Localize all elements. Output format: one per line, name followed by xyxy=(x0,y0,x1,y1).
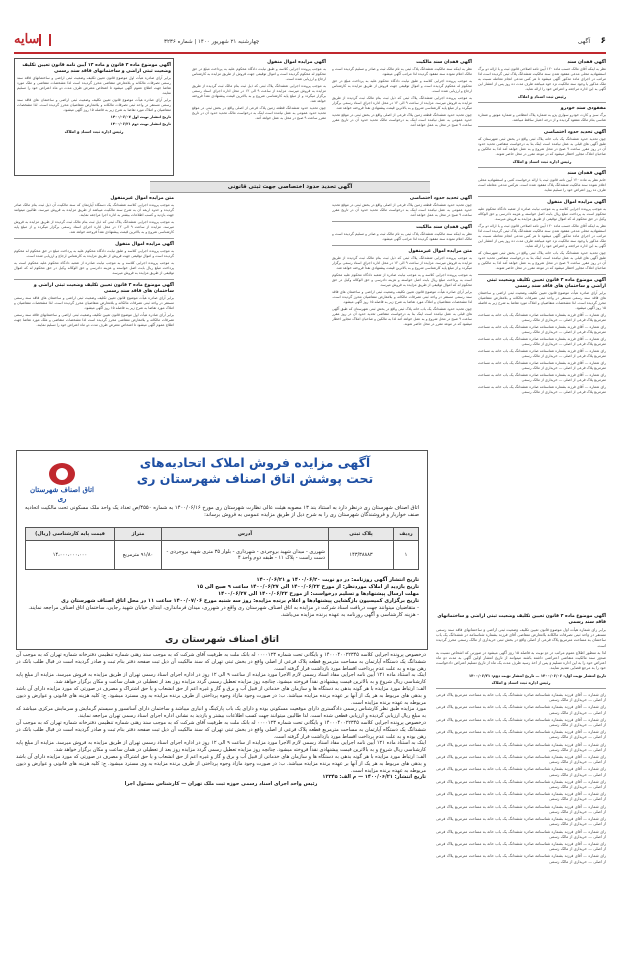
table-header-row xyxy=(26,528,419,541)
logo-text: سایه xyxy=(14,32,40,47)
list-item: رای شماره — آقای فرزند بشماره شناسنامه صادره ششدانگ یک باب خانه به مساحت مترمربع پلاک فرعی از اصلی — خریداری از مالک رسمی xyxy=(436,729,606,740)
table-row xyxy=(26,541,419,570)
ad-signature: رئیس اداره ثبت اسناد و املاک xyxy=(491,679,551,685)
issue-line: چهارشنبه ۲۱ شهریور ۱۴۰۰ | شماره ۳۲۳۶ xyxy=(164,39,260,45)
ad-body: اینک به استناد ماده ۱۲۱ آیین نامه اجرایی مفاد اسناد رسمی لازم الاجرا مورد مزایده از ساعت ۹ الی ۱۲ روز در اداره اجرای اسناد رسمی تهران از طریق مزایده به فروش میرسد. مزایده از مبلغ پایه کارشناسی ریال شروع و به بالاترین قیمت پیشنهادی نقداً فروخته میشود. چنانچه روز مزایده تعطیل رسمی گردد مزایده روز بعد از تعطیلی در همان ساعت و مکان برگزار خواهد شد. xyxy=(16,740,426,754)
ad-body: مورد مزایده طبق نظر کارشناس رسمی دادگستری دارای موقعیت مسکونی بوده و دارای یک باب پارکینگ و انباری میباشد و ساختمان دارای آسانسور و سیستم گرمایش و سرمایش مرکزی میباشد که به مبلغ ریال ارزیابی گردیده و ارزیابی قطعی شده است. لذا طالبین میتوانند جهت کسب اطلاعات بیشتر و بازدید به نشانی اداره اجرای اسناد رسمی تهران مراجعه نمایند. xyxy=(16,706,426,720)
ad-heading: آگهی فقدان سند xyxy=(567,60,606,65)
list-item: رای شماره — آقای فرزند بشماره شناسنامه صادره ششدانگ یک باب خانه به مساحت مترمربع پلاک فرعی از اصلی — خریداری از مالک رسمی xyxy=(478,349,606,358)
ad-body: برابر آرای صادره هیأت موضوع قانون تعیین تکلیف وضعیت ثبتی اراضی و ساختمان های فاقد سند رسمی مستقر در واحد ثبتی تصرفات مالکانه و بلامعارض متقاضیان محرز گردیده است. لذا مشخصات متقاضیان و املاک مورد تقاضا به شرح زیر به فاصله ۱۵ روز آگهی میشود. xyxy=(14,296,174,310)
cell-price: ۱۴،۰۰۰،۰۰۰،۰۰۰ xyxy=(26,541,115,570)
ad-body: الف: ارتباط مورد مزایده با هر گونه بدهی به دستگاه ها و سازمان های خدماتی از قبیل آب و برق و گاز و غیره اعم از حق انشعاب و یا حق اشتراک و مصرف در صورتی که مورد مزایده دارای آن باشد و بدهی های مربوط به هر یک از آنها بر عهده برنده مزایده میباشد. ب: در صورت وجود مازاد وجوه پرداختی از طرف برنده مزایده به وی مسترد میشود. ج: کلیه هزینه های قانونی و عوارض و دیون مربوطه به عهده برنده مزایده است. xyxy=(16,685,426,706)
ad-heading: آگهی فقدان سند مالکیت xyxy=(416,60,472,65)
list-item: رای شماره — آقای فرزند بشماره شناسنامه صادره ششدانگ یک باب خانه به مساحت مترمربع پلاک فرعی از اصلی — خریداری از مالک رسمی xyxy=(436,741,606,752)
list-item: رای شماره — آقای فرزند بشماره شناسنامه صادره ششدانگ یک باب خانه به مساحت مترمربع پلاک فرعی از اصلی — خریداری از مالک رسمی xyxy=(436,692,606,703)
publish-date: تاریخ انتشار نوبت اول: ۱۴۰۰/۰۶/۰۶ — تاریخ انتشار نوبت دوم: ۱۴۰۰/۰۶/۲۱ xyxy=(468,672,606,678)
brand-name: اتاق اصناف شهرستان ری xyxy=(30,485,94,503)
ad-body: نظر به اینکه آقای مالک حسب ماده ۱۲۰ آیین نامه اصلاحی قانون ثبت و با ارائه دو برگ استشهادیه محلی مدعی مفقود شدن سند مالکیت ششدانگ پلاک ثبتی گردیده است لذا مراتب در اجرای ماده مذکور آگهی میشود تا هر کس مدعی انجام معامله نسبت به ملک مذکور یا وجود سند مالکیت نزد خود میباشد ظرف مدت ده روز پس از انتشار این آگهی به این اداره مراجعه و اعتراض خود را ارائه نماید. xyxy=(478,67,606,91)
column-mid-left-top xyxy=(192,58,326,178)
cell-area: ۹۱/۸۰ مترمربع xyxy=(115,541,162,570)
cell-index: ۱ xyxy=(394,541,419,570)
list-item: رای شماره — آقای فرزند بشماره شناسنامه صادره ششدانگ یک باب خانه به مساحت مترمربع پلاک فرعی از اصلی — خریداری از مالک رسمی xyxy=(436,803,606,814)
col-header-address: آدرس xyxy=(162,528,329,541)
col-header-area: متراژ xyxy=(115,528,162,541)
ad-heading: آگهی موضوع ماده ۳ قانون تعیین تکلیف وضعیت ثبتی اراضی و ساختمان های فاقد سند رسمی xyxy=(486,278,606,289)
ad-body: برابر آرای صادره هیأت اول موضوع قانون تعیین تکلیف وضعیت ثبتی اراضی و ساختمانهای فاقد سند رسمی تصرفات مالکانه و بلامعارض متقاضی محرز گردیده است لذا مشخصات متقاضی و ملک مورد تقاضا جهت اطلاع عموم آگهی میشود تا اشخاص معترض ظرف مدت دو ماه اعتراض خود را تسلیم نمایند. xyxy=(17,76,171,95)
publish-date: تاریخ انتشار نوبت دوم ۱۴۰۰/۰۶/۲۱ xyxy=(110,122,171,126)
ad-body: به موجب پرونده اجرایی کلاسه و به موجب نیابت صادره از شعبه دادگاه محکوم علیه محکوم است به پرداخت مبلغ ریال بابت اصل خواسته و هزینه دادرسی و حق الوکاله وکیل در حق محکوم له که اموال توقیفی از طریق مزایده به فروش میرسد. xyxy=(478,207,606,221)
ad-signature: رئیس اداره ثبت اسناد و املاک xyxy=(512,159,572,164)
ad-body: الف: ارتباط مورد مزایده با هر گونه بدهی به دستگاه ها و سازمان های خدماتی از قبیل آب و برق و گاز و غیره اعم از حق انشعاب و یا حق اشتراک و مصرف در صورتی که مورد مزایده دارای آن باشد و بدهی های مربوط به هر یک از آنها بر عهده برنده مزایده میباشد. ب: در صورت وجود مازاد وجوه پرداختی از طرف برنده مزایده به وی مسترد میشود. ج: کلیه هزینه های قانونی و عوارض و دیون مربوطه به عهده برنده مزایده است. xyxy=(16,753,426,774)
divider xyxy=(478,102,606,103)
col-header-index: ردیف xyxy=(394,528,419,541)
list-item: رای شماره — آقای فرزند بشماره شناسنامه صادره ششدانگ یک باب خانه به مساحت مترمربع پلاک فرعی از اصلی — خریداری از مالک رسمی xyxy=(478,313,606,322)
ad-body: به موجب پرونده اجرایی ششدانگ پلاک ثبتی که ذیل ثبت بنام مالک ثبت گردیده از طریق مزایده به فروش میرسد. مزایده از ساعت ۹ الی ۱۲ در محل اداره اجرای اسناد رسمی برگزار میگردد و از مبلغ پایه کارشناسی شروع و به بالاترین قیمت پیشنهادی نقداً فروخته خواهد شد. xyxy=(332,96,472,110)
note-costs: - هزینه کارشناسی و آگهی روزنامه به عهده برنده مزایده می‌باشد. xyxy=(280,612,419,618)
ad-body: به موجب پرونده اجرایی کلاسه و طبق نیابت دادگاه محکوم علیه به پرداخت مبلغ در حق محکوم له محکوم گردیده است و اموال توقیفی جهت فروش از طریق مزایده به کارشناس ارجاع و ارزیابی شده است. xyxy=(192,67,326,81)
page-label: آگهی xyxy=(577,38,590,45)
auction-title-line-1: آگهی مزایده فروش املاک اتحادیه‌های xyxy=(139,455,371,470)
ad-body: اینک به استناد ماده ۱۲۱ آیین نامه اجرایی مفاد اسناد رسمی لازم الاجرا مورد مزایده از ساعت ۹ الی ۱۲ روز در اداره اجرای اسناد رسمی تهران از طریق مزایده به فروش میرسد. مزایده از مبلغ پایه کارشناسی ریال شروع و به بالاترین قیمت پیشنهادی نقداً فروخته میشود. چنانچه روز مزایده تعطیل رسمی گردد مزایده روز بعد از تعطیلی در همان ساعت و مکان برگزار خواهد شد. xyxy=(16,672,426,686)
divider xyxy=(478,126,606,127)
list-item: رای شماره — آقای فرزند بشماره شناسنامه صادره ششدانگ یک باب خانه به مساحت مترمربع پلاک فرعی از اصلی — خریداری از مالک رسمی xyxy=(478,385,606,394)
ad-body: به موجب پرونده اجرایی ششدانگ پلاک ثبتی که ذیل ثبت بنام مالک ثبت گردیده از طریق مزایده به فروش میرسد. مزایده از ساعت ۹ الی ۱۲ در محل اداره اجرای اسناد رسمی برگزار میگردد و از مبلغ پایه کارشناسی شروع و به بالاترین قیمت پیشنهادی نقداً فروخته خواهد شد. xyxy=(14,220,174,234)
list-item: رای شماره — آقای فرزند بشماره شناسنامه صادره ششدانگ یک باب خانه به مساحت مترمربع پلاک فرعی از اصلی — خریداری از مالک رسمی xyxy=(478,325,606,334)
ad-body: برابر رای شماره هیأت اول موضوع قانون تعیین تکلیف وضعیت ثبتی اراضی و ساختمانهای فاقد سند رسمی مستقر در واحد ثبتی تصرفات مالکانه بلامعارض متقاضی آقای فرزند بشماره شناسنامه در ششدانگ یک باب ساختمان به مساحت مترمربع پلاک فرعی از اصلی واقع در بخش ثبتی خریداری از مالک رسمی محرز گردیده است. xyxy=(436,627,606,648)
auction-table xyxy=(25,527,419,570)
ad-body: درخصوص پرونده اجرایی کلاسه ۱۴۰۰۰۴۰۰۲۲۳۴۵ و بایگانی تحت شماره ۰۰۰۰۱۲۳ له بانک ملت به طرفیت آقای شرکت که به موجب سند رهنی شماره تنظیمی دفترخانه شماره تهران که به موجب آن ششدانگ یک دستگاه آپارتمان به مساحت مترمربع قطعه پلاک فرعی از اصلی واقع در بخش ثبتی تهران که سند مالکیت آن ذیل ثبت صفحه دفتر بنام ثبت و صادر گردیده است در قبال طلب بانک در رهن بوده و به علت عدم پرداخت اقساط مورد بازداشت قرار گرفته است. xyxy=(16,652,426,672)
ad-body: برابر آرای صادره هیأت اول موضوع قانون تعیین تکلیف وضعیت ثبتی اراضی و ساختمانهای فاقد سند رسمی تصرفات مالکانه و بلامعارض متقاضی محرز گردیده است لذا مشخصات متقاضی و ملک مورد تقاضا جهت اطلاع عموم آگهی میشود تا اشخاص معترض ظرف مدت دو ماه اعتراض خود را تسلیم نمایند. xyxy=(14,313,174,327)
divider xyxy=(332,245,472,246)
ad-body: چون تحدید حدود ششدانگ قطعه زمین پلاک فرعی از اصلی واقع در بخش ثبتی در موقع تحدید حدود عمومی به عمل نیامده است اینک به درخواست مالک تحدید حدود آن در تاریخ مقرر ساعت ۹ صبح در محل به عمل خواهد آمد. xyxy=(192,106,326,120)
ad-body: برگ سبز و کارت خودرو سواری پژو به شماره پلاک انتظامی و شماره موتور و شماره شاسی بنام مالک مفقود گردیده و از درجه اعتبار ساقط میباشد. xyxy=(478,113,606,122)
ad-body: نظر به اینکه سند مالکیت ششدانگ پلاک ثبتی به نام مالک ثبت و صادر و تسلیم گردیده است و مالک اعلام نموده سند مفقود گردیده لذا مراتب آگهی میشود. xyxy=(332,67,472,76)
ad-body: چون تحدید حدود ششدانگ یک باب خانه پلاک ثبتی واقع در بخش ثبتی شهرستان که طبق آگهی های قبلی به عمل نیامده است اینک بنا به درخواست متقاضی تحدید حدود آن در روز مقرر ساعت ۹ صبح در محل شروع و به عمل خواهد آمد لذا به مالکین و صاحبان املاک مجاور اخطار میشود که در موعد مقرر در محل حاضر شوند. xyxy=(478,251,606,270)
list-item: رای شماره — آقای فرزند بشماره شناسنامه صادره ششدانگ یک باب خانه به مساحت مترمربع پلاک فرعی از اصلی — خریداری از مالک رسمی xyxy=(478,337,606,346)
page-header xyxy=(14,32,606,54)
auction-ad xyxy=(16,450,428,650)
ad-body: به موجب پرونده اجرایی کلاسه و به موجب نیابت صادره از شعبه دادگاه محکوم علیه محکوم است به پرداخت مبلغ ریال بابت اصل خواسته و هزینه دادرسی و حق الوکاله وکیل در حق محکوم له که اموال توقیفی از طریق مزایده به فروش میرسد. xyxy=(14,261,174,275)
list-item: رای شماره — آقای فرزند بشماره شناسنامه صادره ششدانگ یک باب خانه به مساحت مترمربع پلاک فرعی از اصلی — خریداری از مالک رسمی xyxy=(436,791,606,802)
auction-notes xyxy=(25,577,419,619)
list-item: رای شماره — آقای فرزند بشماره شناسنامه صادره ششدانگ یک باب خانه به مساحت مترمربع پلاک فرعی از اصلی — خریداری از مالک رسمی xyxy=(436,766,606,777)
logo-mark-icon xyxy=(39,34,51,46)
ad-body: خانم نظر به ماده ۱۲۰ آیین نامه قانون ثبت با ارائه درخواست کتبی و استشهادیه محلی اعلام نموده سند مالکیت ششدانگ پلاک مفقود شده است. هرکس مدعی معامله است ظرف ده روز اعتراض خود را تسلیم نماید. xyxy=(478,178,606,192)
column-right-bottom xyxy=(436,612,606,944)
divider xyxy=(14,279,174,280)
list-item: رای شماره — آقای فرزند بشماره شناسنامه صادره ششدانگ یک باب خانه به مساحت مترمربع پلاک فرعی از اصلی — خریداری از مالک رسمی xyxy=(436,853,606,864)
ad-heading: آگهی فقدان سند xyxy=(567,171,606,176)
column-left-lower xyxy=(14,194,174,444)
list-item: رای شماره — آقای فرزند بشماره شناسنامه صادره ششدانگ یک باب خانه به مساحت مترمربع پلاک فرعی از اصلی — خریداری از مالک رسمی xyxy=(436,754,606,765)
list-item: رای شماره — آقای فرزند بشماره شناسنامه صادره ششدانگ یک باب خانه به مساحت مترمربع پلاک فرعی از اصلی — خریداری از مالک رسمی xyxy=(436,716,606,728)
list-item: رای شماره — آقای فرزند بشماره شناسنامه صادره ششدانگ یک باب خانه به مساحت مترمربع پلاک فرعی از اصلی — خریداری از مالک رسمی xyxy=(478,373,606,382)
ad-body: برابر آرای صادره هیأت موضوع قانون تعیین تکلیف وضعیت ثبتی اراضی و ساختمان های فاقد سند رسمی مستقر در واحد ثبتی تصرفات مالکانه و بلامعارض متقاضیان محرز گردیده است. لذا مشخصات متقاضیان و املاک مورد تقاضا به شرح زیر به فاصله ۱۵ روز آگهی میشود. xyxy=(332,290,472,304)
col-header-plate: پلاک ثبتی xyxy=(329,528,394,541)
ad-body: چون تحدید حدود ششدانگ قطعه زمین پلاک فرعی از اصلی واقع در بخش ثبتی در موقع تحدید حدود عمومی به عمل نیامده است اینک به درخواست مالک تحدید حدود آن در تاریخ مقرر ساعت ۹ صبح در محل به عمل خواهد آمد. xyxy=(332,113,472,127)
boxed-ad-left-top xyxy=(14,58,174,176)
auction-signature: اتاق اصناف شهرستان ری xyxy=(165,635,279,645)
list-item: رای شماره — آقای فرزند بشماره شناسنامه صادره ششدانگ یک باب خانه به مساحت مترمربع پلاک فرعی از اصلی — خریداری از مالک رسمی xyxy=(436,704,606,715)
ad-body: برابر آرای صادره هیأت موضوع قانون تعیین تکلیف وضعیت ثبتی اراضی و ساختمان های فاقد سند رسمی مستقر در واحد ثبتی تصرفات مالکانه و بلامعارض متقاضیان محرز گردیده است. لذا مشخصات متقاضیان و املاک مورد تقاضا به شرح زیر به فاصله ۱۵ روز آگهی میشود. xyxy=(17,98,171,112)
note-commission-date: تاریخ برگزاری کمیسیون بازگشایی پیشنهادها و اعلام برنده مزایده: روز سه شنبه مورخ ۱۴۰۰/۰۷/۰۶ ساعت ۱۱ در محل اتاق اصناف شهرستان ری xyxy=(61,598,419,604)
ad-heading: متن مزایده اموال غیرمنقول xyxy=(408,249,472,254)
ad-body: چون تحدید حدود ششدانگ یک باب خانه پلاک ثبتی واقع در بخش ثبتی شهرستان که طبق آگهی های قبلی به عمل نیامده است اینک بنا به درخواست متقاضی تحدید حدود آن در روز مقرر ساعت ۹ صبح در محل شروع و به عمل خواهد آمد لذا به مالکین و صاحبان املاک مجاور اخطار میشود که در موعد مقرر در محل حاضر شوند. xyxy=(332,307,472,326)
ad-body: به موجب پرونده اجرایی ششدانگ پلاک ثبتی که ذیل ثبت بنام مالک ثبت گردیده از طریق مزایده به فروش میرسد. مزایده از ساعت ۹ الی ۱۲ در محل اداره اجرای اسناد رسمی برگزار میگردد و از مبلغ پایه کارشناسی شروع و به بالاترین قیمت پیشنهادی نقداً فروخته خواهد شد. xyxy=(192,84,326,103)
ad-signature: رئیس ثبت اسناد و املاک xyxy=(518,94,566,99)
publish-date: تاریخ انتشار: ۱۴۰۰/۰۶/۲۱ — م الف: ۱۲۳۴۵ xyxy=(322,774,426,781)
ad-signature: رئیس اداره ثبت اسناد و املاک xyxy=(64,129,124,134)
auction-title xyxy=(87,455,423,499)
ad-heading: آگهی مزایده اموال منقول xyxy=(115,242,174,247)
cell-address: شهرری - میدان شهید بروجردی - شهرداری - بلوار ۳۵ متری شهید بروجردی - دست راست - پلاک ۱۱ - طبقه دوم واحد ۴ xyxy=(162,541,329,570)
column-mid-right-lower xyxy=(332,194,472,444)
ad-heading: متن مزایده اموال غیرمنقول xyxy=(110,196,174,201)
auction-title-line-2: تحت پوشش اتاق اصناف شهرستان ری xyxy=(136,471,374,486)
ad-heading: آگهی موضوع ماده ۳ قانون و ماده ۱۳ آیین نامه قانون تعیین تکلیف وضعیت ثبتی اراضی و ساختمانهای فاقد سند رسمی xyxy=(22,63,171,74)
divider xyxy=(436,688,606,689)
ad-body: به موجب پرونده اجرایی کلاسه و طبق نیابت دادگاه محکوم علیه به پرداخت مبلغ در حق محکوم له محکوم گردیده است و اموال توقیفی جهت فروش از طریق مزایده به کارشناس ارجاع و ارزیابی شده است. xyxy=(14,249,174,258)
divider xyxy=(478,196,606,197)
cell-plate: ۱۴۳/۳۸۸۸۳ xyxy=(329,541,394,570)
ad-body: به موجب پرونده اجرایی ششدانگ پلاک ثبتی که ذیل ثبت بنام مالک ثبت گردیده از طریق مزایده به فروش میرسد. مزایده از ساعت ۹ الی ۱۲ در محل اداره اجرای اسناد رسمی برگزار میگردد و از مبلغ پایه کارشناسی شروع و به بالاترین قیمت پیشنهادی نقداً فروخته خواهد شد. xyxy=(332,256,472,270)
ad-body: نظر به اینکه سند مالکیت ششدانگ پلاک ثبتی به نام مالک ثبت و صادر و تسلیم گردیده است و مالک اعلام نموده سند مفقود گردیده لذا مراتب آگهی میشود. xyxy=(332,232,472,241)
ad-body: چون تحدید حدود ششدانگ یک باب خانه پلاک ثبتی واقع در بخش ثبتی شهرستان که طبق آگهی های قبلی به عمل نیامده است اینک بنا به درخواست متقاضی تحدید حدود آن در روز مقرر ساعت ۹ صبح در محل شروع و به عمل خواهد آمد لذا به مالکین و صاحبان املاک مجاور اخطار میشود که در موعد مقرر در محل حاضر شوند. xyxy=(478,137,606,156)
ad-heading: آگهی مزایده اموال منقول xyxy=(267,60,326,65)
ad-body: به موجب پرونده اجرایی کلاسه ششدانگ یک دستگاه آپارتمان که سند مالکیت آن ذیل ثبت بنام مالک صادر گردیده و حدود اربعه آن به شرح سند مالکیت میباشد از طریق مزایده به فروش میرسد. طالبین میتوانند جهت بازدید و کسب اطلاعات بیشتر به اداره اجرا مراجعه نمایند. xyxy=(14,203,174,217)
newspaper-logo xyxy=(14,32,54,47)
ad-heading: آگهی موضوع ماده ۳ قانون تعیین تکلیف وضعیت ثبتی اراضی و ساختمانهای فاقد سند رسمی xyxy=(437,614,606,625)
ad-heading: آگهی تحدید حدود اختصاصی xyxy=(543,130,606,135)
ad-heading: مفقودی سند خودرو xyxy=(560,106,606,111)
guild-emblem-icon xyxy=(49,463,75,485)
list-item: رای شماره — آقای فرزند بشماره شناسنامه صادره ششدانگ یک باب خانه به مساحت مترمربع پلاک فرعی از اصلی — خریداری از مالک رسمی xyxy=(436,816,606,827)
ad-heading: آگهی موضوع ماده ۳ قانون تعیین تکلیف وضعیت ثبتی اراضی و ساختمان های فاقد سند رسمی xyxy=(33,283,174,294)
ad-body: چون تحدید حدود ششدانگ قطعه زمین پلاک فرعی از اصلی واقع در بخش ثبتی در موقع تحدید حدود عمومی به عمل نیامده است اینک به درخواست مالک تحدید حدود آن در تاریخ مقرر ساعت ۹ صبح در محل به عمل خواهد آمد. xyxy=(332,203,472,217)
divider xyxy=(478,274,606,275)
divider xyxy=(478,167,606,168)
auction-intro: اتاق اصناف شهرستان ری درنظر دارد به استناد بند ۱۳ مصوبه هیئت عالی نظارت شهرستان ری مورخ ۱۴۰۰/۰۶/۱۶ به شماره ۴۵۵۰/ص تعداد یک واحد ملک مسکونی تحت مالکیت اتحادیه صنف خواربار و فروشندگان شهرستان ری را به شرح ذیل از طریق مزایده عمومی به فروش برساند: xyxy=(25,505,419,519)
column-right xyxy=(478,58,606,606)
enforcement-auction-ad xyxy=(16,652,426,944)
ad-body: لذا به منظور اطلاع عموم مراتب در دو نوبت به فاصله ۱۵ روز آگهی میشود در صورتی که اشخاص نسبت به صدور سند مالکیت متقاضی اعتراضی داشته باشند میتوانند از تاریخ انتشار اولین آگهی به مدت دو ماه اعتراض خود را به این اداره تسلیم و پس از اخذ رسید ظرف مدت یک ماه از تاریخ تسلیم اعتراض دادخواست خود را به مرجع قضایی تقدیم نمایند. xyxy=(436,649,606,671)
list-item: رای شماره — آقای فرزند بشماره شناسنامه صادره ششدانگ یک باب خانه به مساحت مترمربع پلاک فرعی از اصلی — خریداری از مالک رسمی xyxy=(436,828,606,839)
ad-heading: آگهی مزایده اموال منقول xyxy=(547,200,606,205)
ad-body: برابر آرای صادره هیأت موضوع قانون تعیین تکلیف وضعیت ثبتی اراضی و ساختمان های فاقد سند رسمی مستقر در واحد ثبتی تصرفات مالکانه و بلامعارض متقاضیان محرز گردیده است. لذا مشخصات متقاضیان و املاک مورد تقاضا به شرح زیر به فاصله ۱۵ روز آگهی میشود. xyxy=(478,291,606,310)
divider xyxy=(332,221,472,222)
ad-body: به موجب پرونده اجرایی کلاسه و به موجب نیابت صادره از شعبه دادگاه محکوم علیه محکوم است به پرداخت مبلغ ریال بابت اصل خواسته و هزینه دادرسی و حق الوکاله وکیل در حق محکوم له که اموال توقیفی از طریق مزایده به فروش میرسد. xyxy=(332,273,472,287)
col-header-price: قیمت پایه کارشناسی (ریال) xyxy=(26,528,115,541)
publish-date: تاریخ انتشار نوبت اول ۱۴۰۰/۰۶/۰۷ xyxy=(110,115,171,119)
ad-heading: آگهی تحدید حدود اختصاصی xyxy=(409,196,472,201)
list-item: رای شماره — آقای فرزند بشماره شناسنامه صادره ششدانگ یک باب خانه به مساحت مترمربع پلاک فرعی از اصلی — خریداری از مالک رسمی xyxy=(436,778,606,790)
note-documents: - متقاضیان میتوانند جهت دریافت اسناد شرکت در مزایده به اتاق اصناف شهرستان ری واقع در شهرری، میدان فرمانداری، ابتدای خیابان شهید رجایی، ساختمان اتاق اصناف مراجعه نمایند. xyxy=(28,605,419,611)
note-visit-date: تاریخ بازدید از املاک موردنظر: از مورخ ۱۴۰۰/۰۶/۲۲ الی ۱۴۰۰/۰۶/۲۷ ساعت ۹ صبح الی ۱۵ xyxy=(196,584,419,590)
list-item: رای شماره — آقای فرزند بشماره شناسنامه صادره ششدانگ یک باب خانه به مساحت مترمربع پلاک فرعی از اصلی — خریداری از مالک رسمی xyxy=(436,840,606,852)
ad-body: به موجب پرونده اجرایی کلاسه و طبق نیابت دادگاه محکوم علیه به پرداخت مبلغ در حق محکوم له محکوم گردیده است و اموال توقیفی جهت فروش از طریق مزایده به کارشناس ارجاع و ارزیابی شده است. xyxy=(332,79,472,93)
column-mid-right-top xyxy=(332,58,472,178)
page-number: ۶ xyxy=(600,36,606,46)
ad-body: درخصوص پرونده اجرایی کلاسه ۱۴۰۰۰۴۰۰۲۲۳۴۵ و بایگانی تحت شماره ۰۰۰۰۱۲۳ له بانک ملت به طرفیت آقای شرکت که به موجب سند رهنی شماره تنظیمی دفترخانه شماره تهران که به موجب آن ششدانگ یک دستگاه آپارتمان به مساحت مترمربع قطعه پلاک فرعی از اصلی واقع در بخش ثبتی تهران که سند مالکیت آن ذیل ثبت صفحه دفتر بنام ثبت و صادر گردیده است در قبال طلب بانک در رهن بوده و به علت عدم پرداخت اقساط مورد بازداشت قرار گرفته است. xyxy=(16,719,426,740)
ad-body: نظر به اینکه آقای مالک حسب ماده ۱۲۰ آیین نامه اصلاحی قانون ثبت و با ارائه دو برگ استشهادیه محلی مدعی مفقود شدن سند مالکیت ششدانگ پلاک ثبتی گردیده است لذا مراتب در اجرای ماده مذکور آگهی میشود تا هر کس مدعی انجام معامله نسبت به ملک مذکور یا وجود سند مالکیت نزد خود میباشد ظرف مدت ده روز پس از انتشار این آگهی به این اداره مراجعه و اعتراض خود را ارائه نماید. xyxy=(478,224,606,248)
ad-heading: آگهی فقدان سند مالکیت xyxy=(416,225,472,230)
ad-signature: رئیس واحد اجرای اسناد رسمی حوزه ثبت ملک تهران — کارشناس مسئول اجرا xyxy=(124,781,318,788)
list-item: رای شماره — آقای فرزند بشماره شناسنامه صادره ششدانگ یک باب خانه به مساحت مترمربع پلاک فرعی از اصلی — خریداری از مالک رسمی xyxy=(478,361,606,370)
note-deadline: مهلت ارسال پیشنهادها و تسلیم درخواست: از مورخ ۱۴۰۰/۰۶/۲۲ الی ۱۴۰۰/۰۶/۲۷ xyxy=(218,591,419,597)
section-banner: آگهی تحدید حدود اختصاصی جهت ثبتی قانونی xyxy=(150,181,430,193)
divider xyxy=(14,238,174,239)
note-publish-date: تاریخ انتشار آگهی روزنامه: در دو نوبت ۱۴۰۰/۰۶/۲۰ و ۱۴۰۰/۰۶/۲۱ xyxy=(256,577,419,583)
